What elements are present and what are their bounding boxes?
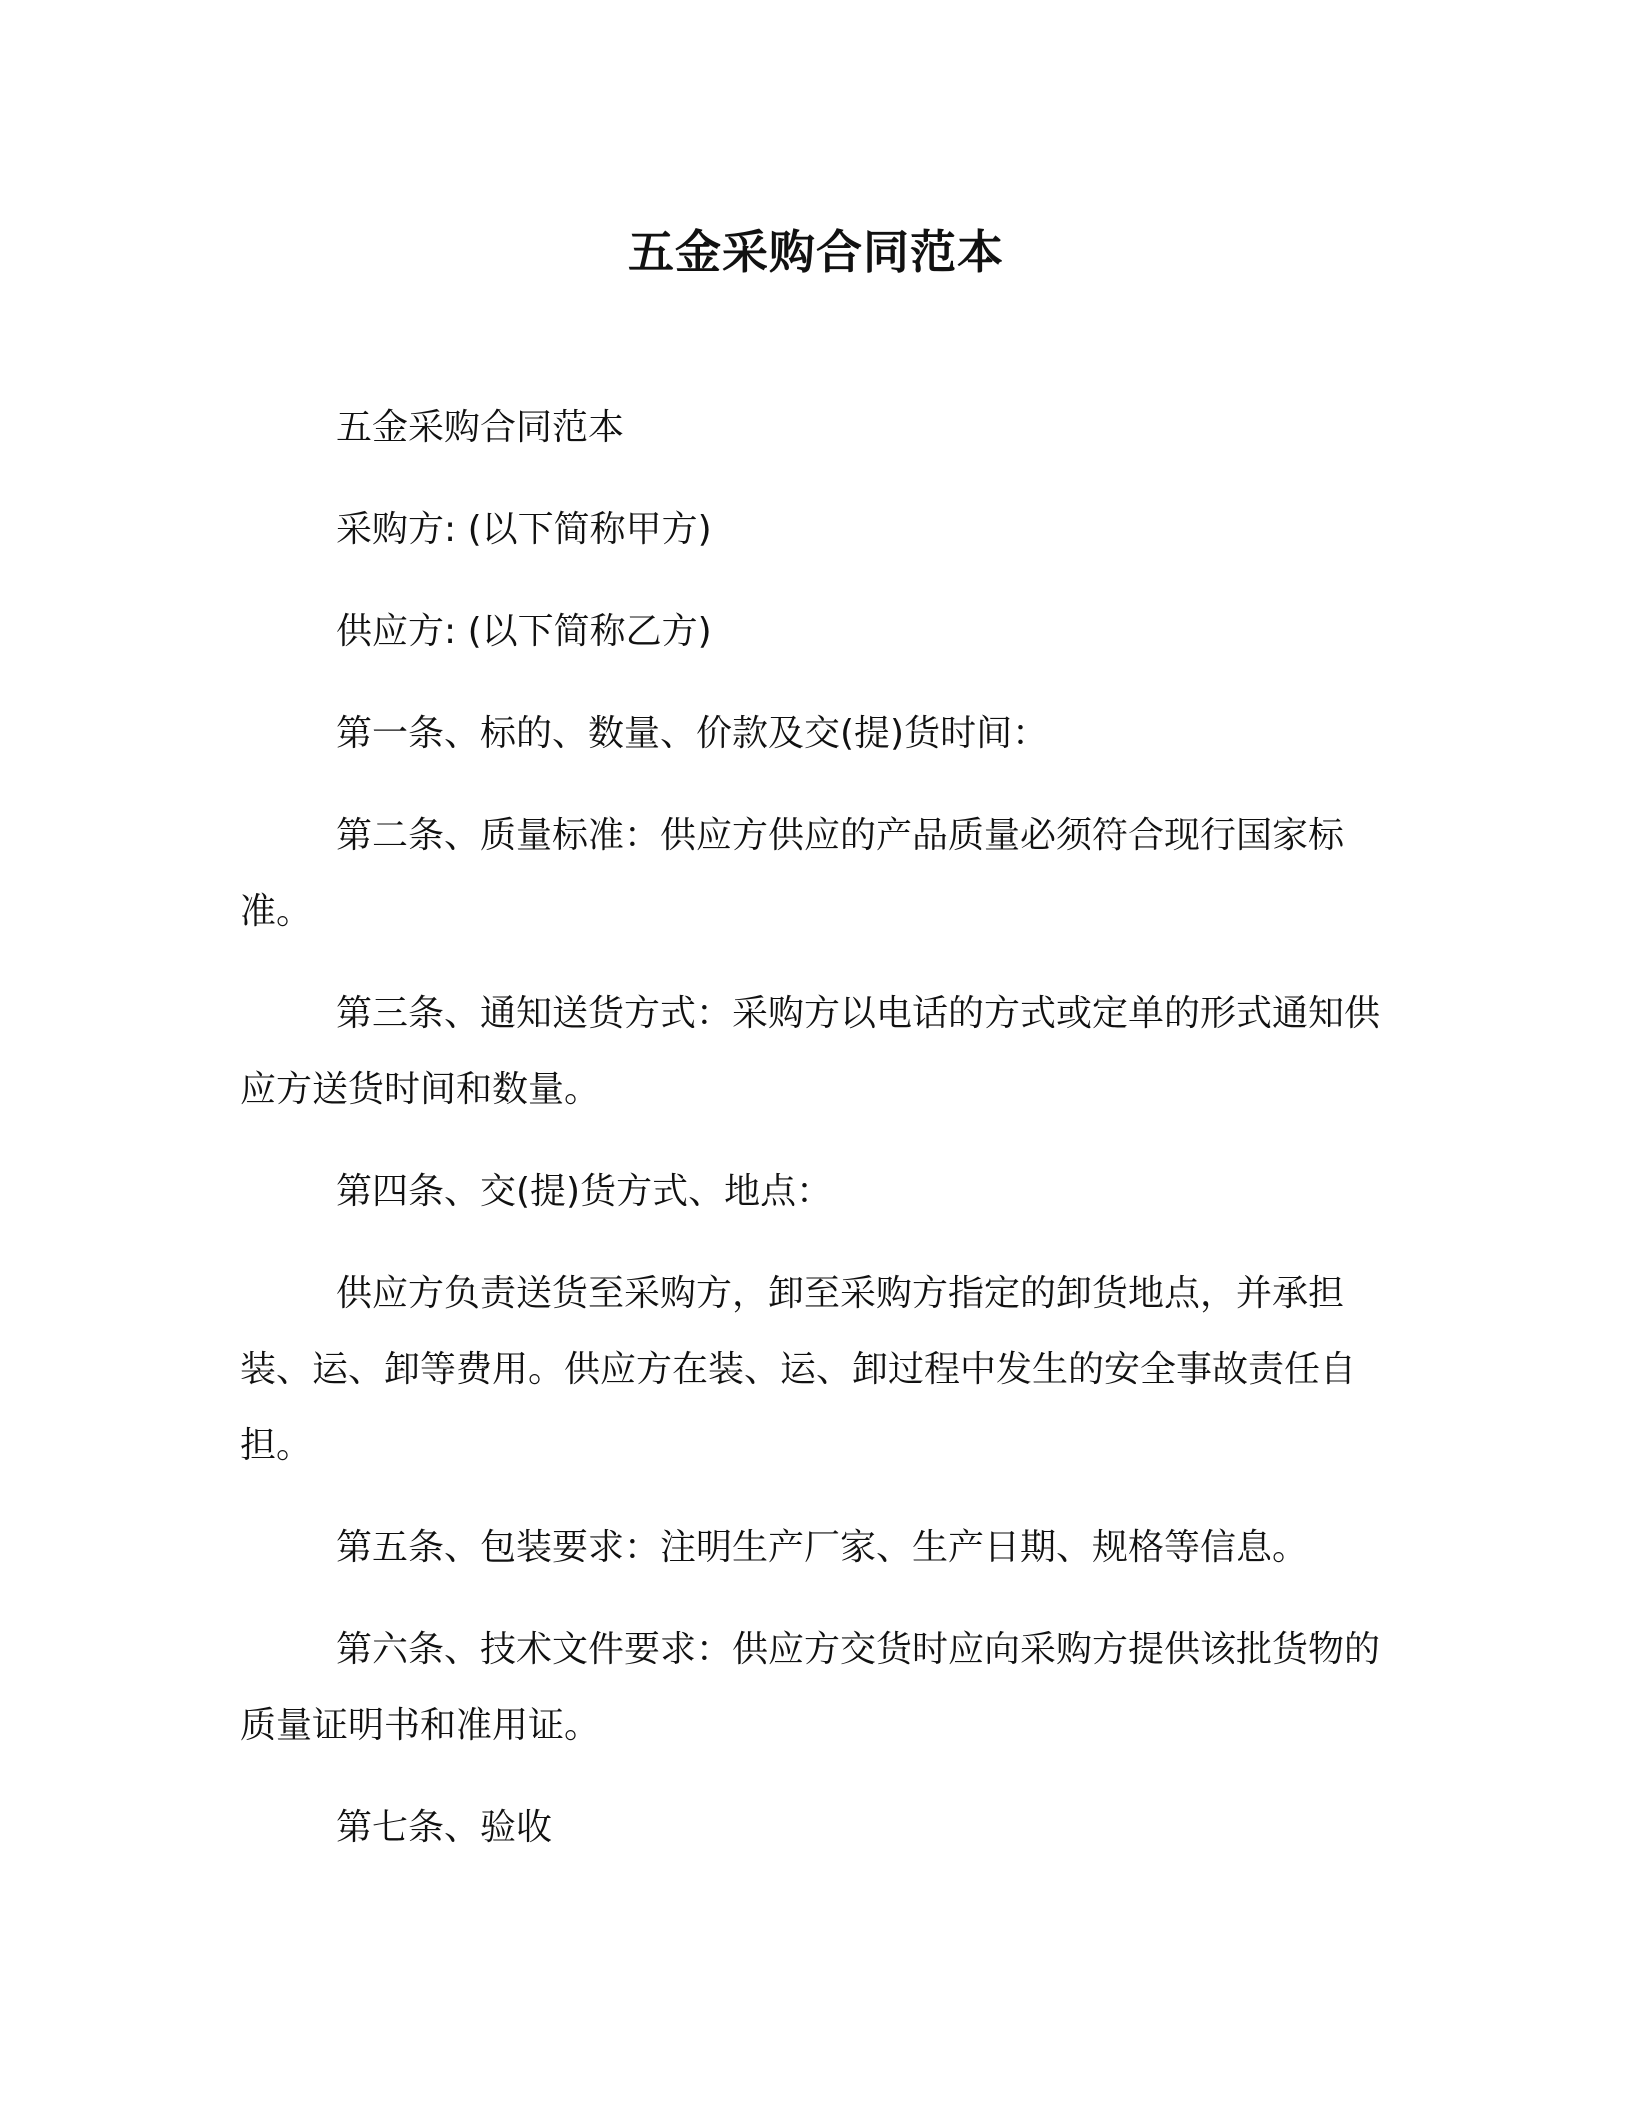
paragraph-supplier: 供应方: (以下简称乙方)	[336, 611, 712, 652]
paragraph-article-4: 第四条、交(提)货方式、地点：	[336, 1171, 833, 1212]
paragraph-article-1: 第一条、标的、数量、价款及交(提)货时间：	[336, 713, 1049, 754]
paragraph-article-2: 第二条、质量标准：供应方供应的产品质量必须符合现行国家标准。	[240, 815, 1345, 932]
paragraph-article-7: 第七条、验收	[336, 1807, 553, 1848]
paragraph-article-4-detail: 供应方负责送货至采购方，卸至采购方指定的卸货地点，并承担装、运、卸等费用。供应方在装、运、卸过程中发生的安全事故责任自担。	[240, 1273, 1357, 1466]
paragraph-article-3: 第三条、通知送货方式：采购方以电话的方式或定单的形式通知供应方送货时间和数量。	[240, 993, 1381, 1110]
paragraph-article-6: 第六条、技术文件要求：供应方交货时应向采购方提供该批货物的质量证明书和准用证。	[240, 1629, 1381, 1746]
paragraph-buyer: 采购方: (以下简称甲方)	[336, 509, 712, 550]
document-body	[240, 390, 1390, 1892]
paragraph-article-5: 第五条、包装要求：注明生产厂家、生产日期、规格等信息。	[336, 1527, 1309, 1568]
paragraph-subtitle: 五金采购合同范本	[336, 407, 625, 448]
page-title: 五金采购合同范本	[628, 225, 1004, 279]
